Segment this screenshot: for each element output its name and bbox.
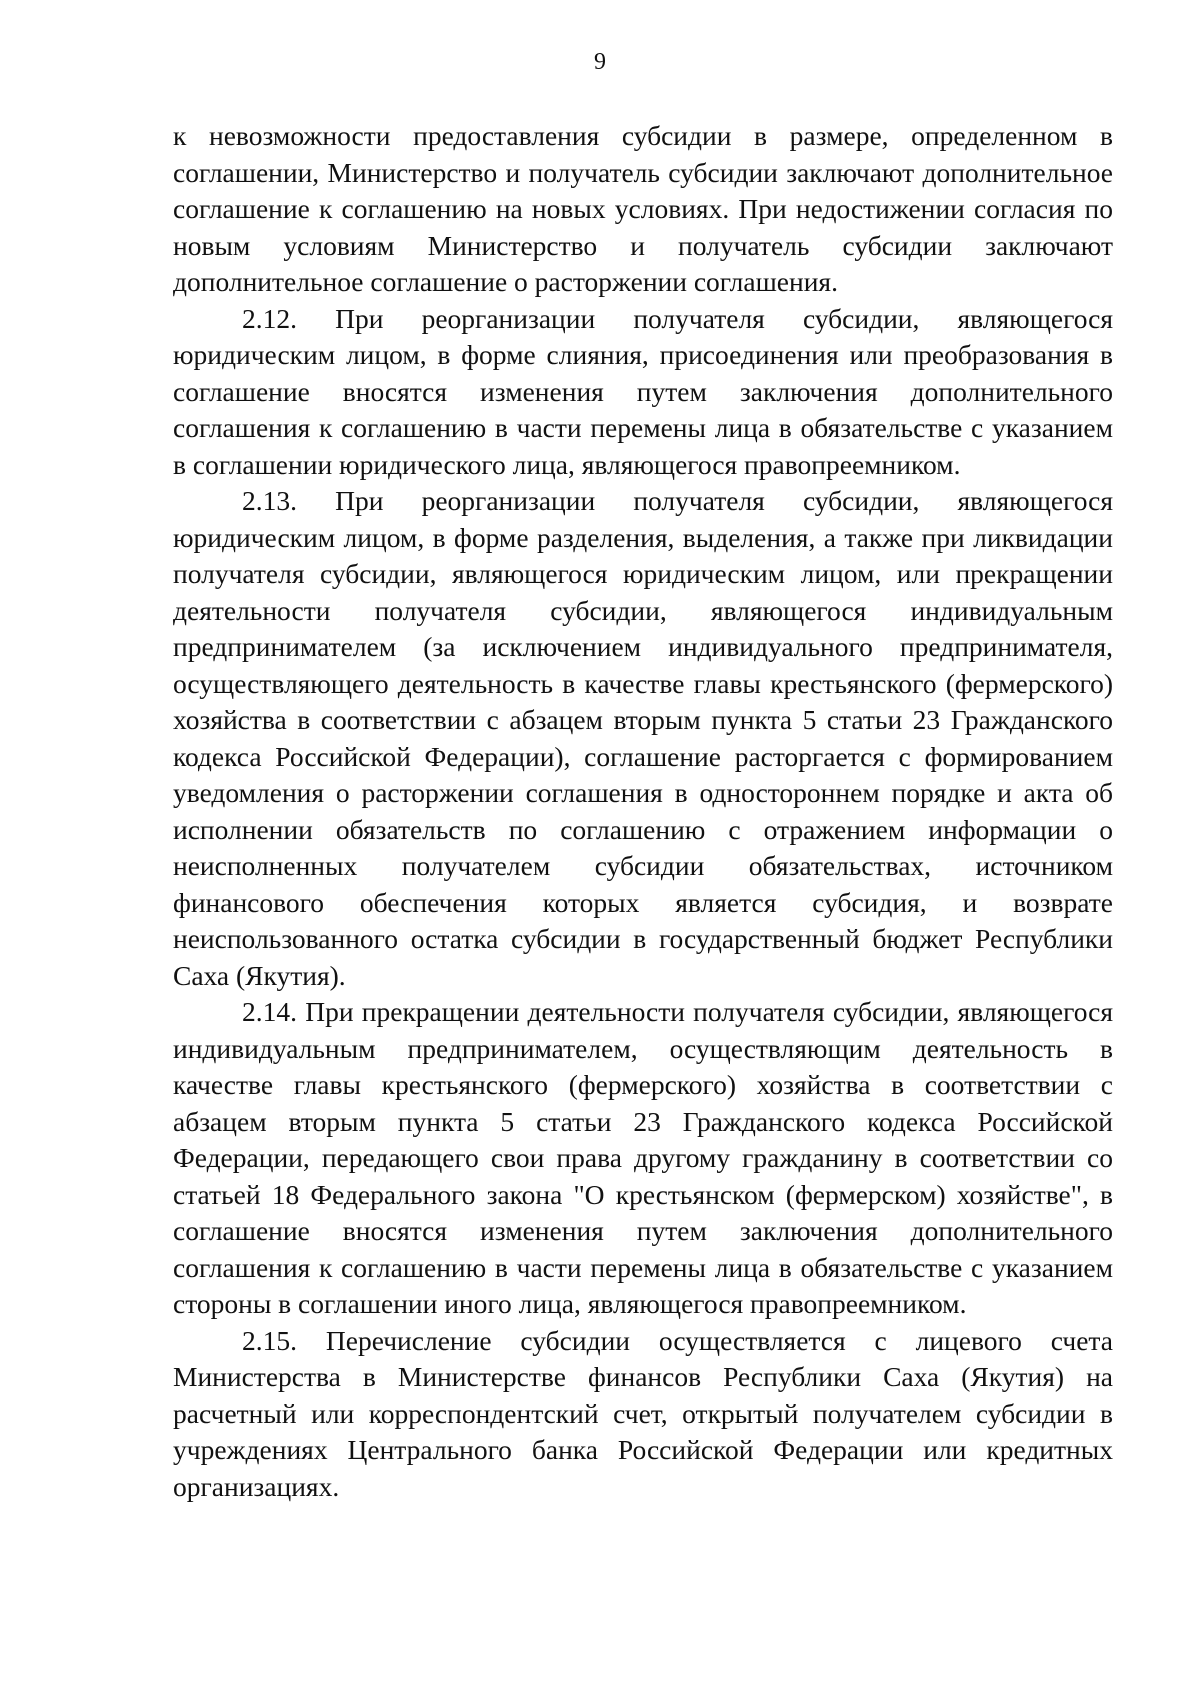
paragraph-2-13: 2.13. При реорганизации получателя субсидии, являющегося юридическим лицом, в форме разделения, выделения, а также при ликвидации получателя субсидии, являющегося юридическим лицом, или прекращении деятельности получателя субсидии, являющегося индивидуальным предпринимателем (за исключением индивидуального предпринимателя, осуществляющего деятельность в качестве главы крестьянского (фермерского) хозяйства в соответствии с абзацем вторым пункта 5 статьи 23 Гражданского кодекса Российской Федерации), соглашение расторгается с формированием уведомления о расторжении соглашения в одностороннем порядке и акта об исполнении обязательств по соглашению с отражением информации о неисполненных получателем субсидии обязательствах, источником финансового обеспечения которых является субсидия, и возврате неиспользованного остатка субсидии в государственный бюджет Республики Саха (Якутия).: [173, 485, 1113, 991]
paragraph-2-12: 2.12. При реорганизации получателя субсидии, являющегося юридическим лицом, в форме слияния, присоединения или преобразования в соглашение вносятся изменения путем заключения дополнительного соглашения к соглашению в части перемены лица в обязательстве с указанием в соглашении юридического лица, являющегося правопреемником.: [173, 302, 1113, 480]
page-number: 9: [594, 49, 606, 75]
document-body: [173, 118, 1113, 1505]
paragraph-2-14: 2.14. При прекращении деятельности получателя субсидии, являющегося индивидуальным предпринимателем, осуществляющим деятельность в качестве главы крестьянского (фермерского) хозяйства в соответствии с абзацем вторым пункта 5 статьи 23 Гражданского кодекса Российской Федерации, передающего свои права другому гражданину в соответствии со статьей 18 Федерального закона "О крестьянском (фермерском) хозяйстве", в соглашение вносятся изменения путем заключения дополнительного соглашения к соглашению в части перемены лица в обязательстве с указанием стороны в соглашении иного лица, являющегося правопреемником.: [173, 996, 1113, 1319]
paragraph-continuation: к невозможности предоставления субсидии в размере, определенном в соглашении, Министерство и получатель субсидии заключают дополнительное соглашение к соглашению на новых условиях. При недостижении согласия по новым условиям Министерство и получатель субсидии заключают дополнительное соглашение о расторжении соглашения.: [173, 120, 1113, 297]
paragraph-2-15: 2.15. Перечисление субсидии осуществляется с лицевого счета Министерства в Министерстве финансов Республики Саха (Якутия) на расчетный или корреспондентский счет, открытый получателем субсидии в учреждениях Центрального банка Российской Федерации или кредитных организациях.: [173, 1324, 1113, 1502]
